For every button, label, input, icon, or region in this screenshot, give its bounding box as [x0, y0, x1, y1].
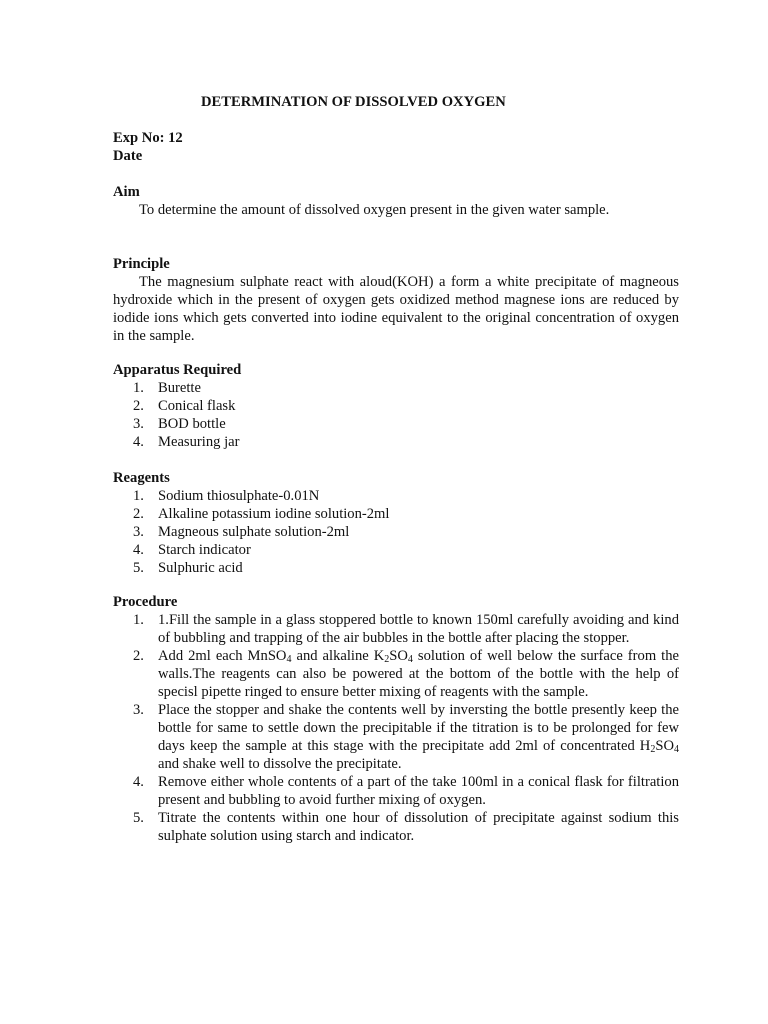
principle-section	[113, 255, 679, 345]
list-item-text: Starch indicator	[158, 542, 251, 558]
procedure-list	[113, 611, 679, 845]
apparatus-section	[113, 361, 679, 451]
subscript: 2	[650, 744, 656, 755]
list-item-text: BOD bottle	[158, 416, 226, 432]
text-run: Place the stopper and shake the contents well by inversting the bottle presently keep the bottle for same to settle down the precipitable if the titration is to be prolonged for few days keep the sample at this stage with the precipitate add 2ml of concentrated H	[158, 702, 679, 754]
principle-text: The magnesium sulphate react with aloud(KOH) a form a white precipitate of magneous hydroxide which in the present of oxygen gets oxidized method magnese ions are reduced by iodide ions which gets converted into iodine equivalent to the original concentration of oxygen in the sample.	[113, 274, 679, 344]
list-item-text: Alkaline potassium iodine solution-2ml	[158, 506, 390, 522]
list-number: 4.	[133, 774, 144, 790]
apparatus-list	[113, 379, 679, 451]
subscript: 4	[407, 654, 413, 665]
list-number: 2.	[133, 648, 144, 664]
reagents-heading: Reagents	[113, 470, 170, 486]
list-number: 1.	[133, 612, 144, 628]
list-number: 3.	[133, 524, 144, 540]
reagent-item	[113, 487, 679, 505]
text-run: and alkaline K	[291, 648, 385, 664]
list-number: 3.	[133, 416, 144, 432]
reagents-list	[113, 487, 679, 577]
apparatus-heading: Apparatus Required	[113, 362, 242, 378]
document-title: DETERMINATION OF DISSOLVED OXYGEN	[201, 94, 506, 110]
procedure-step	[113, 809, 679, 845]
procedure-step	[113, 701, 679, 773]
subscript: 2	[384, 654, 390, 665]
reagent-item	[113, 505, 679, 523]
reagent-item	[113, 523, 679, 541]
apparatus-item	[113, 433, 679, 451]
principle-heading: Principle	[113, 256, 170, 272]
text-run: SO	[655, 738, 674, 754]
apparatus-item	[113, 415, 679, 433]
text-run: SO	[389, 648, 408, 664]
text-run: 1.Fill the sample in a glass stoppered bottle to known 150ml carefully avoiding and kind of bubbling and trapping of the air bubbles in the bottle after placing the stopper.	[158, 612, 679, 646]
aim-text: To determine the amount of dissolved oxygen present in the given water sample.	[139, 202, 610, 218]
procedure-section	[113, 593, 679, 845]
list-item-text: Sulphuric acid	[158, 560, 243, 576]
procedure-heading: Procedure	[113, 594, 178, 610]
reagent-item	[113, 559, 679, 577]
procedure-step	[113, 611, 679, 647]
aim-heading: Aim	[113, 184, 140, 200]
date-label: Date	[113, 148, 143, 164]
list-item-text: Burette	[158, 380, 201, 396]
list-number: 5.	[133, 810, 144, 826]
subscript: 4	[286, 654, 292, 665]
list-number: 2.	[133, 506, 144, 522]
list-number: 5.	[133, 560, 144, 576]
text-run: and shake well to dissolve the precipitate.	[158, 756, 402, 772]
list-number: 4.	[133, 434, 144, 450]
list-number: 1.	[133, 488, 144, 504]
text-run: Titrate the contents within one hour of dissolution of precipitate against sodium this sulphate solution using starch and indicator.	[158, 810, 679, 844]
experiment-meta	[113, 129, 183, 165]
apparatus-item	[113, 379, 679, 397]
reagents-section	[113, 469, 679, 577]
list-number: 2.	[133, 398, 144, 414]
procedure-step	[113, 773, 679, 809]
text-run: Remove either whole contents of a part of the take 100ml in a conical flask for filtration present and bubbling to avoid further mixing of oxygen.	[158, 774, 679, 808]
list-number: 3.	[133, 702, 144, 718]
list-item-text: Measuring jar	[158, 434, 240, 450]
list-item-text: Magneous sulphate solution-2ml	[158, 524, 350, 540]
aim-section	[113, 183, 679, 219]
reagent-item	[113, 541, 679, 559]
list-item-text: Sodium thiosulphate-0.01N	[158, 488, 320, 504]
procedure-step	[113, 647, 679, 701]
list-number: 1.	[133, 380, 144, 396]
apparatus-item	[113, 397, 679, 415]
text-run: Add 2ml each MnSO	[158, 648, 287, 664]
list-item-text: Conical flask	[158, 398, 236, 414]
exp-number: Exp No: 12	[113, 130, 183, 146]
list-number: 4.	[133, 542, 144, 558]
text-run: solution of well below the surface from the walls.The reagents can also be powered at the bottom of the bottle with the help of specisl pipette ringed to ensure better mixing of reagents with the sample.	[158, 648, 679, 700]
subscript: 4	[674, 744, 679, 755]
